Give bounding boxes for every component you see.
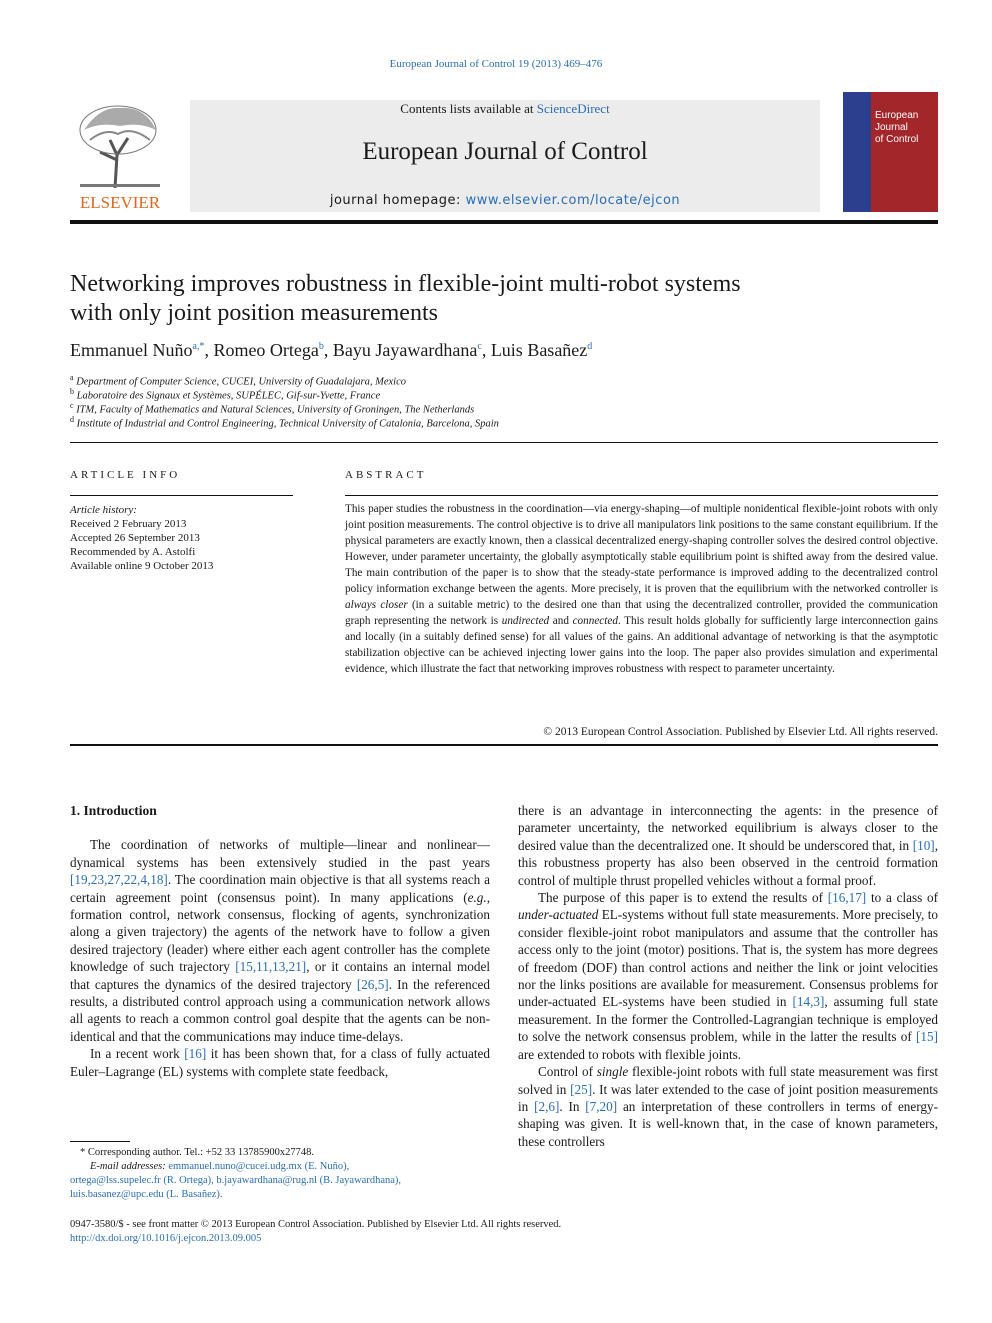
article-info-heading: ARTICLE INFO bbox=[70, 469, 181, 481]
issn-line: 0947-3580/$ - see front matter © 2013 European Control Association. Published by Elsevier Ltd. All rights reserved. bbox=[70, 1219, 562, 1230]
journal-reference[interactable]: European Journal of Control 19 (2013) 469–476 bbox=[389, 58, 603, 70]
affiliation: $^a$ Department of Computer Science, CUCEI, University of Guadalajara, Mexico bbox=[70, 373, 406, 388]
paragraph: In a recent work [16] it has been shown that, for a class of fully actuated Euler–Lagrange (EL) systems with complete state feedback, bbox=[70, 1046, 490, 1079]
footnote-rule bbox=[70, 1141, 130, 1142]
citation-link[interactable]: [10] bbox=[912, 837, 935, 853]
citation-link[interactable]: [15,11,13,21] bbox=[235, 959, 307, 975]
homepage-link[interactable]: www.elsevier.com/locate/ejcon bbox=[465, 193, 681, 208]
header-rule bbox=[70, 220, 938, 224]
paragraph: The purpose of this paper is to extend the results of [16,17] to a class of under-actuated EL-systems without full state measurements. More precisely, to consider flexible-joint robot manipulators and assume that the controller has access only to the joint (motor) positions. That is, the system has more degrees of freedom (DOF) than control actions and neither the link or joint velocities nor the links positions are available for measurement. Consensus problems for under-actuated EL-systems have been studied in [14,3], assuming full state measurement. In the former the Controlled-Lagrangian technique is employed to solve the network consensus problem, while in the latter the results of [15] are extended to robots with flexible joints. bbox=[518, 890, 938, 1062]
affiliation: $^c$ ITM, Faculty of Mathematics and Natural Sciences, University of Groningen, The Netherlands bbox=[70, 401, 475, 416]
abstract-copyright: © 2013 European Control Association. Published by Elsevier Ltd. All rights reserved. bbox=[543, 726, 938, 738]
cover-title: European Journal of Control bbox=[875, 110, 919, 145]
author-name: Emmanuel Nuño bbox=[70, 340, 193, 360]
author-sup[interactable]: b bbox=[318, 341, 324, 352]
abstract-rule bbox=[345, 495, 938, 496]
footnotes: * Corresponding author. Tel.: +52 33 13785900x27748. E-mail addresses: emmanuel.nuno@cucei.udg.mx (E. Nuño), ortega@lss.supelec.fr (R. Ortega), b.jayawardhana@rug.nl (B. Jayawardhana), luis.basanez@upc.edu (L. Basañez). bbox=[70, 1146, 490, 1202]
author-sup[interactable]: d bbox=[587, 341, 593, 352]
citation-link[interactable]: [7,20] bbox=[585, 1098, 618, 1114]
section-heading: 1. Introduction bbox=[70, 803, 157, 818]
info-rule bbox=[70, 495, 293, 496]
author-list: Emmanuel Nuño$^{a,*}$, Romeo Ortega$^b$, Bayu Jayawardhana$^c$, Luis Basañez$^d$ bbox=[70, 340, 593, 360]
article-title: Networking improves robustness in flexible-joint multi-robot systems with only joint position measurements bbox=[70, 271, 741, 326]
abstract-bottom-rule bbox=[70, 744, 938, 746]
citation-link[interactable]: [16,17] bbox=[827, 890, 867, 906]
cover-strip bbox=[843, 92, 871, 212]
citation-link[interactable]: [26,5] bbox=[356, 976, 389, 992]
email-link[interactable]: luis.basanez@upc.edu (L. Basañez). bbox=[70, 1189, 223, 1200]
abstract-text: This paper studies the robustness in the coordination—via energy-shaping—of multiple nonidentical flexible-joint robots with only joint position measurements. The control objective is to drive all manipulators link positions to the same constant equilibrium. If the physical parameters are exactly known, then a classical decentralized energy-shaping controller solves the desired control objective. However, under parameter uncertainty, the globally asymptotically stable equilibrium point is shifted away from the desired value. The main contribution of the paper is to show that the steady-state performance is improved adding to the decentralized control policy information exchange between the agents. More precisely, it is proven that the equilibrium with the networked controller is always closer (in a suitable metric) to the desired one than that using the decentralized controller, provided the communication graph representing the network is undirected and connected. This result holds globally for sufficiently large interconnection gains and locally (in a suitably defined sense) for all values of the gains. An additional advantage of networking is that the asymptotic stabilization objective can be achieved injecting lower gains into the loop. The paper also provides simulation and experimental evidence, which illustrate the fact that networking improves robustness with respect to parameter uncertainty. bbox=[345, 503, 939, 675]
elsevier-logo[interactable] bbox=[70, 100, 170, 212]
body-left-column bbox=[70, 802, 490, 1080]
author-name: Romeo Ortega bbox=[213, 340, 319, 360]
corresponding-author-note: * Corresponding author. Tel.: +52 33 13785900x27748. bbox=[80, 1147, 314, 1158]
affiliation: $^b$ Laboratoire des Signaux et Systèmes, SUPÉLEC, Gif-sur-Yvette, France bbox=[70, 387, 381, 402]
citation-link[interactable]: [15] bbox=[916, 1029, 938, 1045]
author-name: Bayu Jayawardhana bbox=[332, 340, 478, 360]
citation-link[interactable]: [2,6] bbox=[534, 1098, 560, 1114]
paragraph: there is an advantage in interconnecting the agents: in the presence of parameter uncertainty, the networked equilibrium is always closer to the desired value than the decentralized one. It should be underscored that, in [10], this robustness property has also been observed in the centroid formation control of multiple thrust propelled vehicles without a formal proof. bbox=[518, 803, 938, 888]
journal-title: European Journal of Control bbox=[362, 138, 648, 165]
paragraph: Control of single flexible-joint robots with full state measurement was first solved in [25]. It was later extended to the case of joint position measurements in [2,6]. In [7,20] an interpretation of these controllers in terms of energy-shaping was given. It is well-known that, in the case of known parameters, these controllers bbox=[518, 1064, 938, 1149]
citation-link[interactable]: [16] bbox=[184, 1046, 207, 1062]
email-link[interactable]: b.jayawardhana@rug.nl (B. Jayawardhana), bbox=[216, 1175, 402, 1186]
elsevier-wordmark: ELSEVIER bbox=[79, 193, 161, 212]
author-sup[interactable]: c bbox=[477, 341, 482, 352]
affiliation: $^d$ Institute of Industrial and Control Engineering, Technical University of Catalonia, Barcelona, Spain bbox=[70, 415, 499, 430]
homepage-line: journal homepage: www.elsevier.com/locate/ejcon bbox=[329, 193, 681, 208]
journal-cover-thumbnail[interactable] bbox=[843, 92, 938, 212]
author-sup[interactable]: a,* bbox=[192, 341, 205, 352]
journal-banner bbox=[190, 100, 820, 212]
email-link[interactable]: emmanuel.nuno@cucei.udg.mx (E. Nuño), bbox=[168, 1161, 350, 1172]
doi-link[interactable]: http://dx.doi.org/10.1016/j.ejcon.2013.09.005 bbox=[70, 1233, 262, 1244]
page-bottom bbox=[70, 1218, 561, 1246]
author-name: Luis Basañez bbox=[490, 340, 588, 360]
paragraph: The coordination of networks of multiple—linear and nonlinear—dynamical systems has been extensively studied in the past years [19,23,27,22,4,18]. The coordination main objective is that all systems reach a certain agreement point (consensus point). In many applications (e.g., formation control, network consensus, flocking of agents, synchronization along a given trajectory) the agents of the network have to follow a given desired trajectory (leader) where either each agent controller has the complete knowledge of such trajectory [15,11,13,21], or it contains an internal model that captures the dynamics of the desired trajectory [26,5]. In the referenced results, a distributed control approach using a communication network allows all agents to reach a common control goal despite that the agents can be non-identical and that the communications may induce time-delays. bbox=[70, 837, 490, 1044]
body-right-column bbox=[518, 802, 938, 1150]
citation-link[interactable]: [19,23,27,22,4,18] bbox=[70, 872, 168, 888]
citation-link[interactable]: [14,3] bbox=[792, 994, 825, 1010]
elsevier-tree-icon bbox=[70, 100, 170, 212]
citation-link[interactable]: [25] bbox=[570, 1081, 593, 1097]
article-history: Article history: Received 2 February 2013 Accepted 26 September 2013 Recommended by A. Astolfi Available online 9 October 2013 bbox=[70, 504, 214, 572]
email-link[interactable]: ortega@lss.supelec.fr (R. Ortega), bbox=[70, 1175, 217, 1186]
sciencedirect-link[interactable]: ScienceDirect bbox=[536, 101, 610, 116]
abstract-heading: ABSTRACT bbox=[345, 469, 427, 481]
affiliation-rule bbox=[70, 442, 938, 443]
contents-line: Contents lists available at ScienceDirect bbox=[400, 101, 610, 116]
